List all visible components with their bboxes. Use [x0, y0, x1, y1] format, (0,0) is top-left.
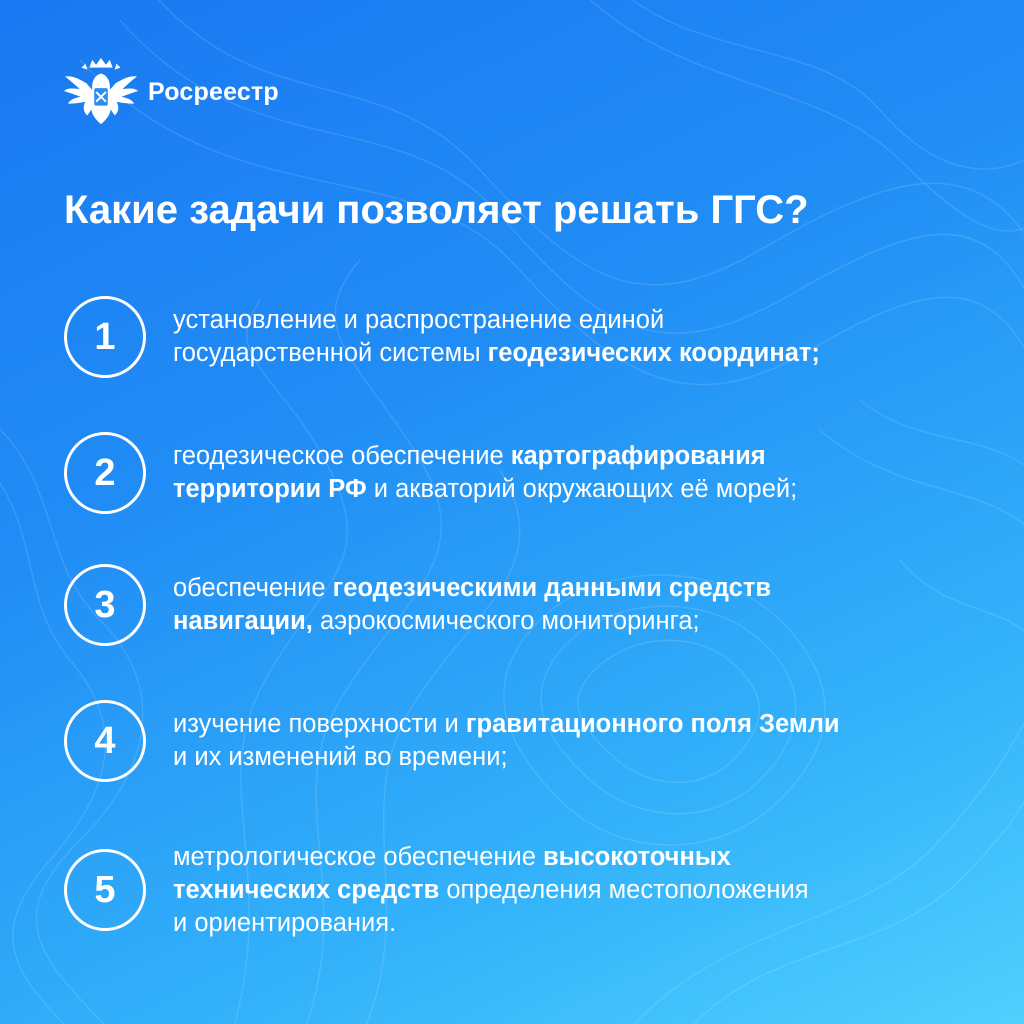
- text-segment: изучение поверхности и: [173, 710, 466, 738]
- text-segment: государственной системы: [173, 339, 488, 367]
- text-line: [173, 841, 809, 874]
- page-title: Какие задачи позволяет решать ГГС?: [64, 188, 809, 232]
- text-segment-bold: картографирования: [510, 442, 766, 470]
- text-segment: и акваторий окружающих её морей;: [366, 475, 798, 503]
- item-text: [173, 841, 809, 940]
- number-badge: 5: [64, 849, 146, 931]
- number-badge: 1: [64, 296, 146, 378]
- text-segment: метрологическое обеспечение: [173, 842, 543, 871]
- number-badge: 4: [64, 700, 146, 782]
- list-item: [64, 842, 964, 937]
- text-segment: и ориентирования.: [173, 908, 397, 937]
- text-line: [173, 605, 771, 638]
- text-segment: обеспечение: [173, 574, 333, 602]
- brand-name: Росреестр: [148, 77, 279, 106]
- text-segment-bold: высокоточных: [543, 842, 731, 871]
- item-text: [173, 708, 840, 774]
- text-line: [173, 708, 840, 741]
- list-item: [64, 560, 964, 650]
- item-text: [173, 440, 797, 506]
- list-item: [64, 428, 964, 518]
- list-item: [64, 292, 964, 382]
- text-segment-bold: территории РФ: [173, 475, 367, 503]
- text-segment: установление и распространение единой: [173, 306, 665, 334]
- text-line: [173, 473, 797, 506]
- brand-header: [62, 52, 279, 132]
- text-line: [173, 440, 797, 473]
- text-line: [173, 741, 840, 774]
- list-item: [64, 696, 964, 786]
- double-headed-eagle-icon: [62, 56, 140, 128]
- text-segment-bold: навигации,: [173, 607, 313, 635]
- text-segment-bold: гравитационного поля Земли: [465, 710, 840, 738]
- number-badge: 3: [64, 564, 146, 646]
- text-segment: и их изменений во времени;: [173, 743, 508, 771]
- text-line: [173, 907, 809, 940]
- text-segment-bold: технических средств: [173, 875, 440, 904]
- text-segment-bold: геодезическими данными средств: [332, 574, 772, 602]
- number-badge: 2: [64, 432, 146, 514]
- text-segment-bold: геодезических координат;: [487, 339, 820, 367]
- item-text: [173, 572, 771, 638]
- text-line: [173, 874, 809, 907]
- item-text: [173, 304, 820, 370]
- text-line: [173, 337, 820, 370]
- text-segment: геодезическое обеспечение: [173, 442, 511, 470]
- text-segment: определения местоположения: [439, 875, 809, 904]
- text-line: [173, 572, 771, 605]
- text-segment: аэрокосмического мониторинга;: [312, 607, 700, 635]
- text-line: [173, 304, 820, 337]
